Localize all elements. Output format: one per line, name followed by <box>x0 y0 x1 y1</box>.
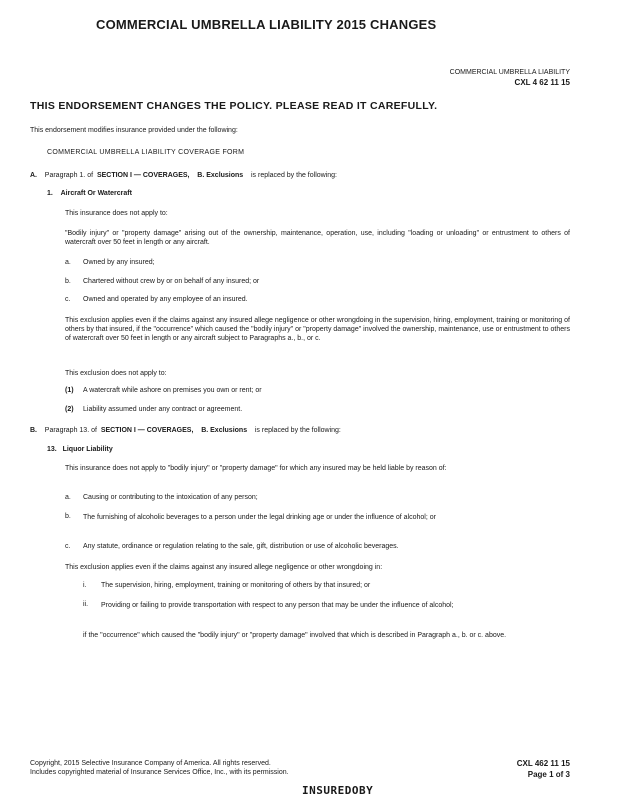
sublist-text: The supervision, hiring, employment, training or monitoring of others by that insured; or <box>101 582 371 589</box>
section-a-item-title: Aircraft Or Watercraft <box>60 190 132 197</box>
sublist-item <box>83 582 371 589</box>
exception-label: (1) <box>65 387 74 394</box>
list-item <box>65 494 258 501</box>
footer-copyright: Copyright, 2015 Selective Insurance Company of America. All rights reserved. <box>30 760 271 767</box>
section-b-lead: Paragraph 13. of <box>44 427 97 434</box>
list-label: b. <box>65 513 71 520</box>
footer-legal <box>30 759 289 777</box>
exception-item <box>65 406 243 413</box>
form-name: COMMERCIAL UMBRELLA LIABILITY <box>449 69 570 76</box>
section-a-bodily-injury: "Bodily injury" or "property damage" arising out of the ownership, maintenance, operation, use, including "loading or unloading" or entrustment to others of watercraft over 50 feet in length or any aircraft. <box>65 230 570 246</box>
section-b-item-title: Liquor Liability <box>62 446 113 453</box>
section-a-item <box>47 189 132 198</box>
section-a-lead: Paragraph 1. of <box>44 172 94 179</box>
form-header <box>450 68 570 88</box>
list-text: Causing or contributing to the intoxication of any person; <box>83 494 258 501</box>
sublist-label: i. <box>83 582 87 589</box>
footer-form-code: CXL 462 11 15 <box>516 759 570 768</box>
section-b-item-num: 13. <box>47 446 57 453</box>
section-b-exclusions-ref: B. Exclusions <box>201 427 248 434</box>
section-a-section-ref: SECTION I — COVERAGES, <box>96 172 190 179</box>
exception-text: Liability assumed under any contract or agreement. <box>83 406 243 413</box>
section-b-section-ref: SECTION I — COVERAGES, <box>100 427 194 434</box>
list-text: Any statute, ordinance or regulation relating to the sale, gift, distribution or use of alcoholic beverages. <box>83 543 399 550</box>
section-b-heading <box>30 426 341 435</box>
watermark: INSUREDOBY <box>302 784 374 797</box>
list-text: The furnishing of alcoholic beverages to a person under the legal drinking age or under the influence of alcohol; or <box>83 514 436 521</box>
list-item <box>65 513 71 520</box>
list-text: Owned and operated by any employee of an insured. <box>83 296 248 303</box>
list-item <box>65 296 248 303</box>
exception-label: (2) <box>65 406 74 413</box>
exception-text: A watercraft while ashore on premises you own or rent; or <box>83 387 262 394</box>
section-b-exclusion-applies: This exclusion applies even if the claims against any insured allege negligence or other wrongdoing in: <box>65 564 383 571</box>
section-a-exclusion-not-apply: This exclusion does not apply to: <box>65 370 167 377</box>
list-label: a. <box>65 259 71 266</box>
form-code: CXL 4 62 11 15 <box>514 78 570 87</box>
section-b-letter: B. <box>30 427 37 434</box>
exception-item <box>65 387 262 394</box>
form-line: COMMERCIAL UMBRELLA LIABILITY COVERAGE FORM <box>47 149 245 156</box>
section-b-item <box>47 445 113 454</box>
list-label: a. <box>65 494 71 501</box>
footer-page: Page 1 of 3 <box>527 770 570 779</box>
endorsement-notice: THIS ENDORSEMENT CHANGES THE POLICY. PLEASE READ IT CAREFULLY. <box>30 100 438 112</box>
list-text: Owned by any insured; <box>83 259 155 266</box>
section-b-closing: if the "occurrence" which caused the "bodily injury" or "property damage" involved that which is described in Paragraph a., b. or c. above. <box>83 632 507 639</box>
section-a-letter: A. <box>30 172 37 179</box>
list-item <box>65 543 399 550</box>
section-a-exclusions-ref: B. Exclusions <box>197 172 244 179</box>
footer-includes: Includes copyrighted material of Insurance Services Office, Inc., with its permission. <box>30 769 289 776</box>
section-b-does-not-apply: This insurance does not apply to "bodily injury" or "property damage" for which any insured may be held liable by reason of: <box>65 465 447 472</box>
document-title: COMMERCIAL UMBRELLA LIABILITY 2015 CHANGES <box>96 17 437 32</box>
section-a-tail: is replaced by the following: <box>250 172 337 179</box>
section-b-tail: is replaced by the following: <box>254 427 341 434</box>
list-item <box>65 278 260 285</box>
intro-text: This endorsement modifies insurance provided under the following: <box>30 127 238 134</box>
section-a-item-num: 1. <box>47 190 53 197</box>
list-label: c. <box>65 296 71 303</box>
sublist-label: ii. <box>83 601 89 608</box>
sublist-text: Providing or failing to provide transportation with respect to any person that may be under the influence of alcohol; <box>101 602 454 609</box>
section-a-exclusion-applies: This exclusion applies even if the claims against any insured allege negligence or other wrongdoing in the supervision, hiring, employment, training or monitoring of others by that insured, if the "occurrence" which caused the "bodily injury" or "property damage" involved the ownership, maintenance, use or entrustment to others of watercraft over 50 feet in length or any aircraft subject to Paragraphs a., b., or c. <box>65 317 570 342</box>
section-a-heading <box>30 171 337 180</box>
list-item <box>65 259 155 266</box>
sublist-item <box>83 601 88 608</box>
list-text: Chartered without crew by or on behalf of any insured; or <box>83 278 260 285</box>
footer-right <box>517 758 570 780</box>
section-a-does-not-apply: This insurance does not apply to: <box>65 210 168 217</box>
list-label: b. <box>65 278 71 285</box>
list-label: c. <box>65 543 71 550</box>
